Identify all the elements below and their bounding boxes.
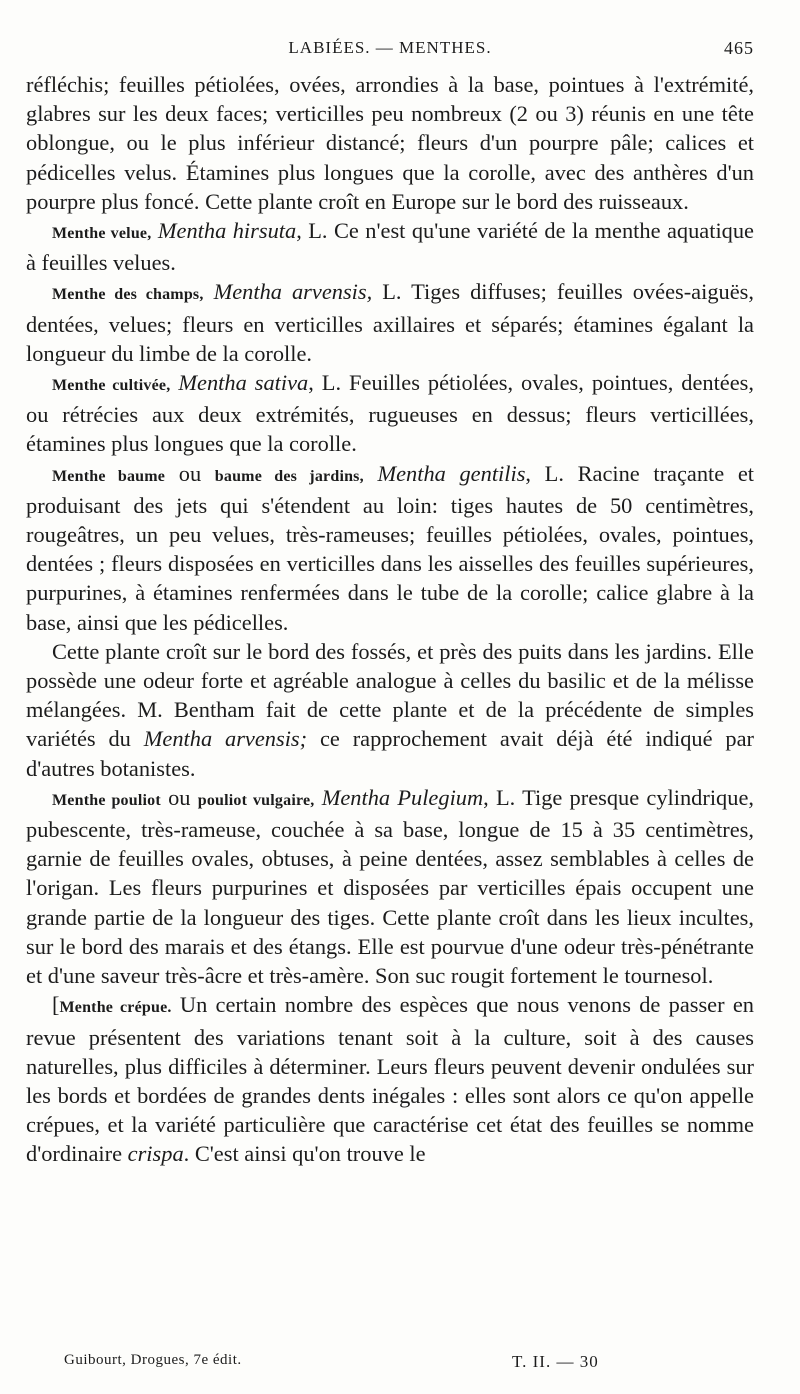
- page-footer: [64, 1352, 754, 1376]
- text-segment: , L. Racine traçante et produisant des jets qui s'étendent au loin: tiges hautes de 50 centimètres, rougeâtres, un peu velues, très-rameuses; feuilles pétiolées, ovales, pointues, dentées ; fleurs disposées en verticilles dans les aisselles des feuilles supérieures, purpurines, à étamines renfermées dans le tube de la corolle; calice glabre à la base, ainsi que les pédicelles.: [26, 460, 755, 635]
- latin-name: Mentha arvensis;: [143, 726, 308, 752]
- latin-name: crispa: [127, 1141, 184, 1167]
- text-segment: [364, 461, 378, 486]
- running-head: [26, 38, 754, 70]
- footer-volume: T. II. — 30: [512, 1352, 599, 1371]
- text-segment: réfléchis; feuilles pétiolées, ovées, arrondies à la base, pointues à l'extrémité, glabres sur les deux faces; verticilles peu nombreux (2 ou 3) réunis en une tête oblongue, ou le plus inférieur distancé; fleurs d'un pourpre pâle; calices et pédicelles velus. Étamines plus longues que la corolle, avec des anthères d'un pourpre plus foncé. Cette plante croît en Europe sur le bord des ruisseaux.: [26, 72, 754, 214]
- text-segment: , L. Tige presque cylindrique, pubescente, très-rameuse, couchée à sa base, longue de 15 à 35 centimètres, garnie de feuilles ovales, obtuses, à peine dentées, assez semblables à celles de l'origan. Les fleurs purpurines et disposées par verticilles épais occupent une grande partie de la longueur des tiges. Cette plante croît dans les lieux incultes, sur le bord des marais et des étangs. Elle est pourvue d'une odeur très-pénétrante et d'une saveur très-âcre et très-amère. Son suc rougit fortement le tournesol.: [26, 784, 754, 989]
- entry-heading-alt: baume des jardins,: [214, 467, 364, 485]
- entry-menthe-crepue: [26, 990, 754, 1168]
- text-segment: , L. Ce n'est qu'une variété de la menthe aquatique à feuilles velues.: [26, 218, 754, 276]
- latin-name: Mentha sativa: [178, 370, 309, 396]
- text-segment: ou: [165, 460, 215, 486]
- body-text: [26, 70, 754, 1169]
- text-segment: Un certain nombre des espèces que nous venons de passer en revue présentent des variations tenant soit à la culture, soit à des causes naturelles, plus difficiles à déterminer. Leurs fleurs peuvent devenir ondulées sur les bords et bordées de grandes dents inégales : elles sont alors ce qu'on appelle crépues, et la variété particulière que caractérise cet état des feuilles se nomme d'ordinaire: [26, 992, 755, 1167]
- text-segment: Cette plante croît sur le bord des fossés, et près des puits dans les jardins. Elle possède une odeur forte et agréable analogue à celles du basilic et de la mélisse mélangées. M. Bentham fait de cette plante et de la précédente de simples variétés du: [26, 638, 754, 752]
- entry-heading: Menthe pouliot: [52, 791, 161, 809]
- entry-heading-alt: pouliot vulgaire,: [197, 791, 315, 809]
- entry-mentha-gentilis: [26, 459, 754, 637]
- text-segment: L. Tiges diffuses; feuilles ovées-aiguës, dentées, velues; fleurs en verticilles axillaires et séparés; étamines égalant la longueur du limbe de la corolle.: [26, 279, 754, 366]
- latin-name: Mentha arvensis,: [213, 279, 373, 305]
- entry-heading: Menthe velue,: [52, 225, 152, 243]
- footer-signature: Guibourt, Drogues, 7e édit.: [64, 1352, 242, 1368]
- entry-heading: Menthe baume: [52, 467, 166, 485]
- text-segment: . C'est ainsi qu'on trouve le: [183, 1141, 426, 1167]
- text-segment: ce rapprochement avait déjà été indiqué par d'autres botanistes.: [26, 726, 754, 781]
- entry-heading: Menthe cultivée,: [52, 377, 171, 395]
- text-segment: [: [52, 992, 60, 1018]
- page-number: 465: [724, 38, 754, 58]
- entry-heading: Menthe crépue.: [59, 999, 172, 1017]
- text-segment: ou: [160, 784, 198, 810]
- latin-name: Mentha Pulegium: [321, 784, 484, 810]
- entry-mentha-hirsuta: [26, 216, 754, 277]
- entry-mentha-arvensis: [26, 277, 754, 368]
- paragraph-habitat-gentilis: [26, 637, 754, 783]
- latin-name: Mentha gentilis: [377, 460, 526, 486]
- entry-mentha-pulegium: [26, 783, 754, 990]
- text-segment: [204, 279, 214, 304]
- entry-mentha-sativa: [26, 368, 754, 459]
- text-segment: [314, 785, 321, 810]
- text-segment: , L. Feuilles pétiolées, ovales, pointues, dentées, ou rétrécies aux deux extrémités, rugueuses en dessus; fleurs verticillées, étamines plus longues que la corolle.: [26, 370, 754, 457]
- running-head-title: LABIÉES. — MENTHES.: [288, 38, 492, 57]
- entry-heading: Menthe des champs,: [52, 286, 204, 304]
- latin-name: Mentha hirsuta: [157, 218, 297, 244]
- paragraph-continuation: [26, 70, 754, 216]
